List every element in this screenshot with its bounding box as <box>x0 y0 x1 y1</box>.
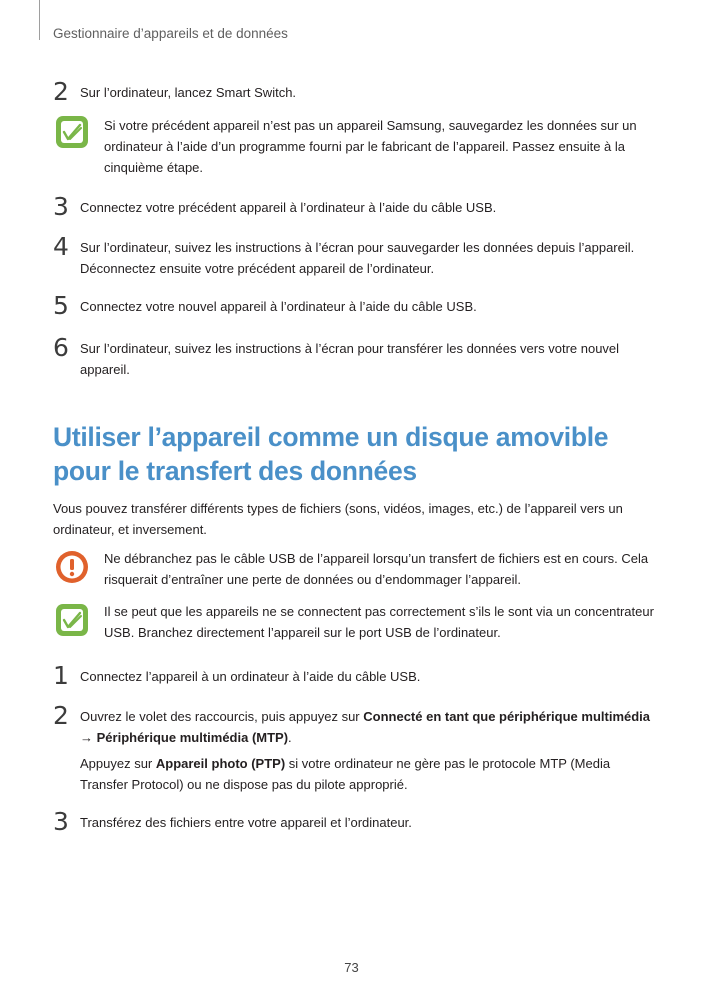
header-title: Gestionnaire d’appareils et de données <box>53 26 288 41</box>
step-text: Transférez des fichiers entre votre appareil et l’ordinateur. <box>80 815 412 830</box>
step-text: Connectez l’appareil à un ordinateur à l’aide du câble USB. <box>80 669 421 684</box>
step-number: 3 <box>53 192 69 221</box>
caution-text: Ne débranchez pas le câble USB de l’appareil lorsqu’un transfert de fichiers est en cours. Cela risquerait d’entraîner une perte de données ou d’endommager l’appareil. <box>104 551 649 587</box>
menu-path-bold: Périphérique multimédia (MTP) <box>96 730 289 745</box>
menu-path-bold: Connecté en tant que périphérique multimédia <box>363 709 651 724</box>
section-title: Utiliser l’appareil comme un disque amovible pour le transfert des données <box>53 422 609 486</box>
step-text <box>80 706 658 748</box>
page-number: 73 <box>344 960 359 975</box>
step-text: Connectez votre nouvel appareil à l’ordinateur à l’aide du câble USB. <box>80 299 477 314</box>
header-rule <box>39 0 40 40</box>
caution-icon <box>55 550 89 584</box>
note-text: Il se peut que les appareils ne se connectent pas correctement s’ils le sont via un concentrateur USB. Branchez directement l’appareil sur le port USB de l’ordinateur. <box>104 604 654 640</box>
step-subtext-part: si votre ordinateur ne gère pas le protocole MTP (Media Transfer Protocol) ou ne dispose pas du pilote approprié. <box>80 756 611 792</box>
step-subtext-part: Appuyez sur <box>80 756 156 771</box>
section-intro: Vous pouvez transférer différents types de fichiers (sons, vidéos, images, etc.) de l’appareil vers un ordinateur, et inversement. <box>53 501 623 537</box>
note-icon <box>55 603 89 637</box>
step-text: Sur l’ordinateur, lancez Smart Switch. <box>80 85 297 100</box>
step-text: Sur l’ordinateur, suivez les instructions à l’écran pour sauvegarder les données depuis l’appareil. Déconnectez ensuite votre précédent appareil de l’ordinateur. <box>80 240 635 276</box>
note-text: Si votre précédent appareil n’est pas un appareil Samsung, sauvegardez les données sur un ordinateur à l’aide d’un programme fourni par le fabricant de l’appareil. Passez ensuite à la cinquième étape. <box>104 118 637 175</box>
step-text-part: . <box>288 730 292 745</box>
step-text-part: Ouvrez le volet des raccourcis, puis appuyez sur <box>80 709 364 724</box>
option-bold: Appareil photo (PTP) <box>155 756 286 771</box>
step-number: 1 <box>53 661 69 690</box>
step-number: 6 <box>53 333 69 362</box>
step-text: Sur l’ordinateur, suivez les instructions à l’écran pour transférer les données vers votre nouvel appareil. <box>80 341 620 377</box>
step-text: Connectez votre précédent appareil à l’ordinateur à l’aide du câble USB. <box>80 200 497 215</box>
arrow-separator: → <box>80 730 97 745</box>
step-number: 5 <box>53 291 69 320</box>
step-subtext <box>80 753 658 795</box>
step-number: 2 <box>53 77 69 106</box>
step-number: 3 <box>53 807 69 836</box>
note-icon <box>55 115 89 149</box>
step-number: 4 <box>53 232 69 261</box>
step-number: 2 <box>53 701 69 730</box>
